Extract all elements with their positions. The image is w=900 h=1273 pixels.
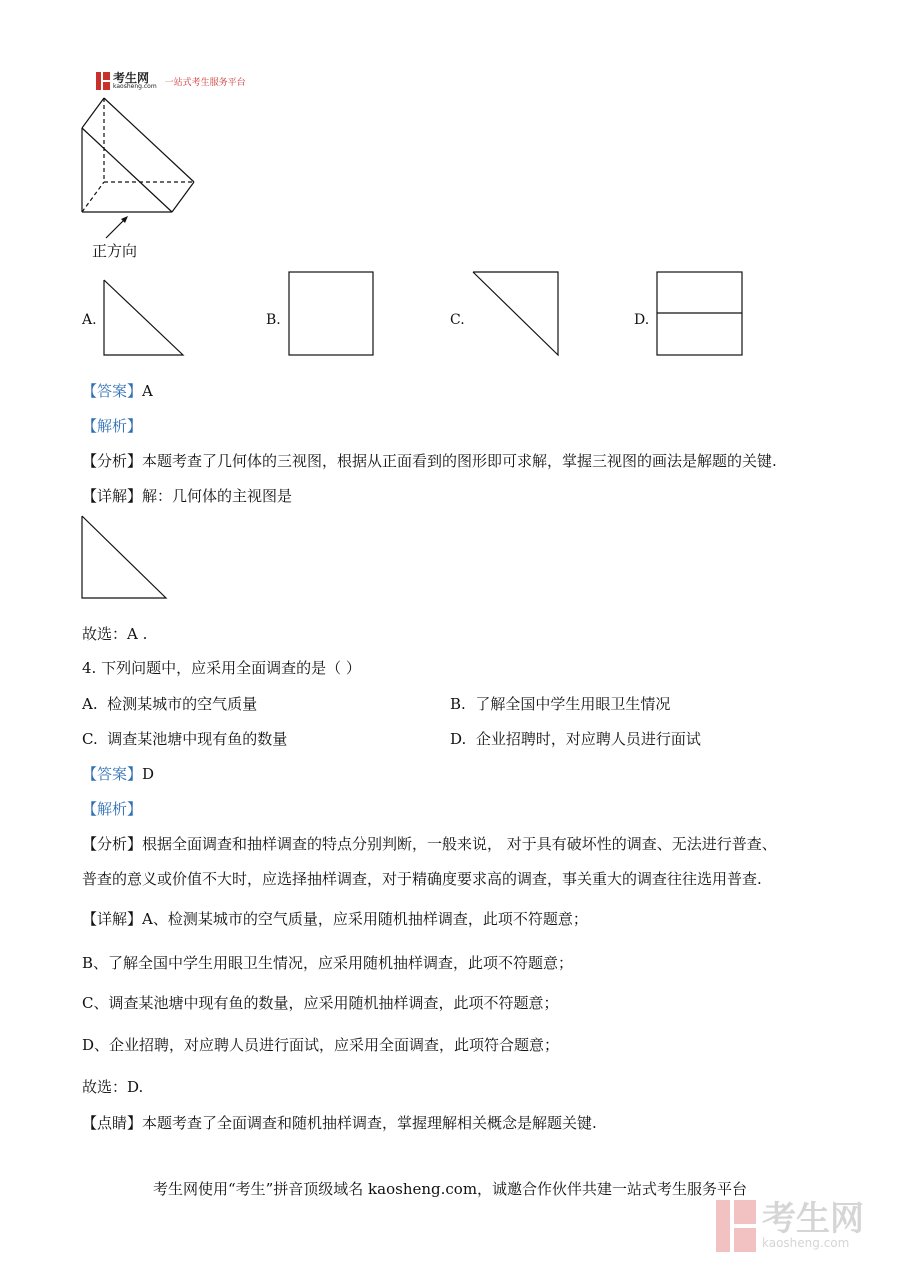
q3-detail: 解：几何体的主视图是	[142, 487, 293, 505]
q4-detail-a-line	[82, 909, 588, 929]
logo-domain: kaosheng.com	[113, 83, 157, 90]
option-a-label: A.	[82, 312, 97, 328]
q4-fenxi-2: 普查的意义或价值不大时，应选择抽样调查，对于精确度要求高的调查，事关重大的调查往往选用普查.	[82, 870, 762, 888]
q4-option-c-text: 调查某池塘中现有鱼的数量	[107, 730, 288, 748]
q4-detail-b: B、了解全国中学生用眼卫生情况，应采用随机抽样调查，此项不符题意；	[82, 954, 574, 972]
option-c-label: C.	[450, 312, 465, 328]
q4-option-d	[450, 729, 701, 749]
main-view-figure	[80, 514, 170, 602]
q4-fenxi-tag: 【分析】	[82, 835, 143, 853]
q4-answer-tag: 【答案】	[82, 765, 143, 783]
q3-answer: A	[142, 382, 153, 400]
q4-option-c-letter: C.	[82, 730, 98, 748]
q3-choice: 故选：A .	[82, 625, 148, 643]
q4-option-b-text: 了解全国中学生用眼卫生情况	[475, 695, 671, 713]
option-a-figure	[103, 279, 185, 357]
q4-dianjing: 本题考查了全面调查和随机抽样调查，掌握理解相关概念是解题关键.	[142, 1114, 597, 1132]
q3-fenxi: 本题考查了几何体的三视图，根据从正面看到的图形即可求解，掌握三视图的画法是解题的关键.	[142, 452, 777, 470]
q4-fenxi-line-1	[82, 834, 777, 854]
q4-analysis-tag: 【解析】	[82, 800, 143, 818]
q4-option-a-letter: A.	[82, 695, 98, 713]
option-d-figure	[656, 271, 744, 357]
option-d-label: D.	[634, 312, 650, 328]
arrow-shaft	[106, 220, 124, 238]
option-b-label: B.	[266, 312, 281, 328]
q4-question: 4. 下列问题中，应采用全面调查的是（ ）	[82, 659, 361, 677]
page-footer: 考生网使用“考生”拼音顶级域名 kaosheng.com，诚邀合作伙伴共建一站式考生服务平台	[152, 1180, 748, 1198]
q3-answer-tag: 【答案】	[82, 382, 143, 400]
q4-answer: D	[142, 765, 155, 783]
prism-figure	[76, 92, 206, 242]
site-logo	[96, 72, 246, 90]
q4-dianjing-line	[82, 1113, 597, 1133]
option-b-figure	[288, 271, 375, 357]
logo-slogan: 一站式考生服务平台	[164, 77, 246, 88]
q3-fenxi-tag: 【分析】	[82, 452, 143, 470]
q3-fenxi-line	[82, 451, 777, 471]
q4-dianjing-tag: 【点睛】	[82, 1114, 143, 1132]
q4-option-d-text: 企业招聘时，对应聘人员进行面试	[475, 730, 701, 748]
q4-detail-d: D、企业招聘，对应聘人员进行面试，应采用全面调查，此项符合题意；	[82, 1036, 560, 1054]
watermark-logo	[716, 1200, 864, 1252]
q4-answer-line	[82, 764, 154, 784]
q4-option-b-letter: B.	[450, 695, 466, 713]
direction-label: 正方向	[92, 242, 138, 260]
q4-option-a	[82, 694, 257, 714]
q4-detail-c: C、调查某池塘中现有鱼的数量，应采用随机抽样调查，此项不符题意；	[82, 994, 559, 1012]
q3-answer-line	[82, 381, 153, 401]
q4-option-b	[450, 694, 670, 714]
watermark-name: 考生网	[762, 1199, 864, 1239]
q4-detail-a: A、检测某城市的空气质量，应采用随机抽样调查，此项不符题意；	[142, 910, 588, 928]
q3-detail-tag: 【详解】	[82, 487, 143, 505]
q4-choice: 故选：D.	[82, 1078, 144, 1096]
q4-option-d-letter: D.	[450, 730, 467, 748]
watermark-domain: kaosheng.com	[762, 1236, 850, 1250]
logo-name: 考生网	[113, 71, 150, 85]
q4-fenxi-1: 根据全面调查和抽样调查的特点分别判断，一般来说， 对于具有破坏性的调查、无法进行普查、	[142, 835, 777, 853]
q4-detail-tag: 【详解】	[82, 910, 143, 928]
option-c-figure	[472, 271, 560, 357]
q4-option-a-text: 检测某城市的空气质量	[107, 695, 258, 713]
q3-analysis-tag: 【解析】	[82, 417, 143, 435]
logo-mark-icon	[96, 72, 110, 90]
watermark-mark-icon	[716, 1200, 756, 1252]
q3-detail-line	[82, 486, 292, 506]
q4-option-c	[82, 729, 287, 749]
